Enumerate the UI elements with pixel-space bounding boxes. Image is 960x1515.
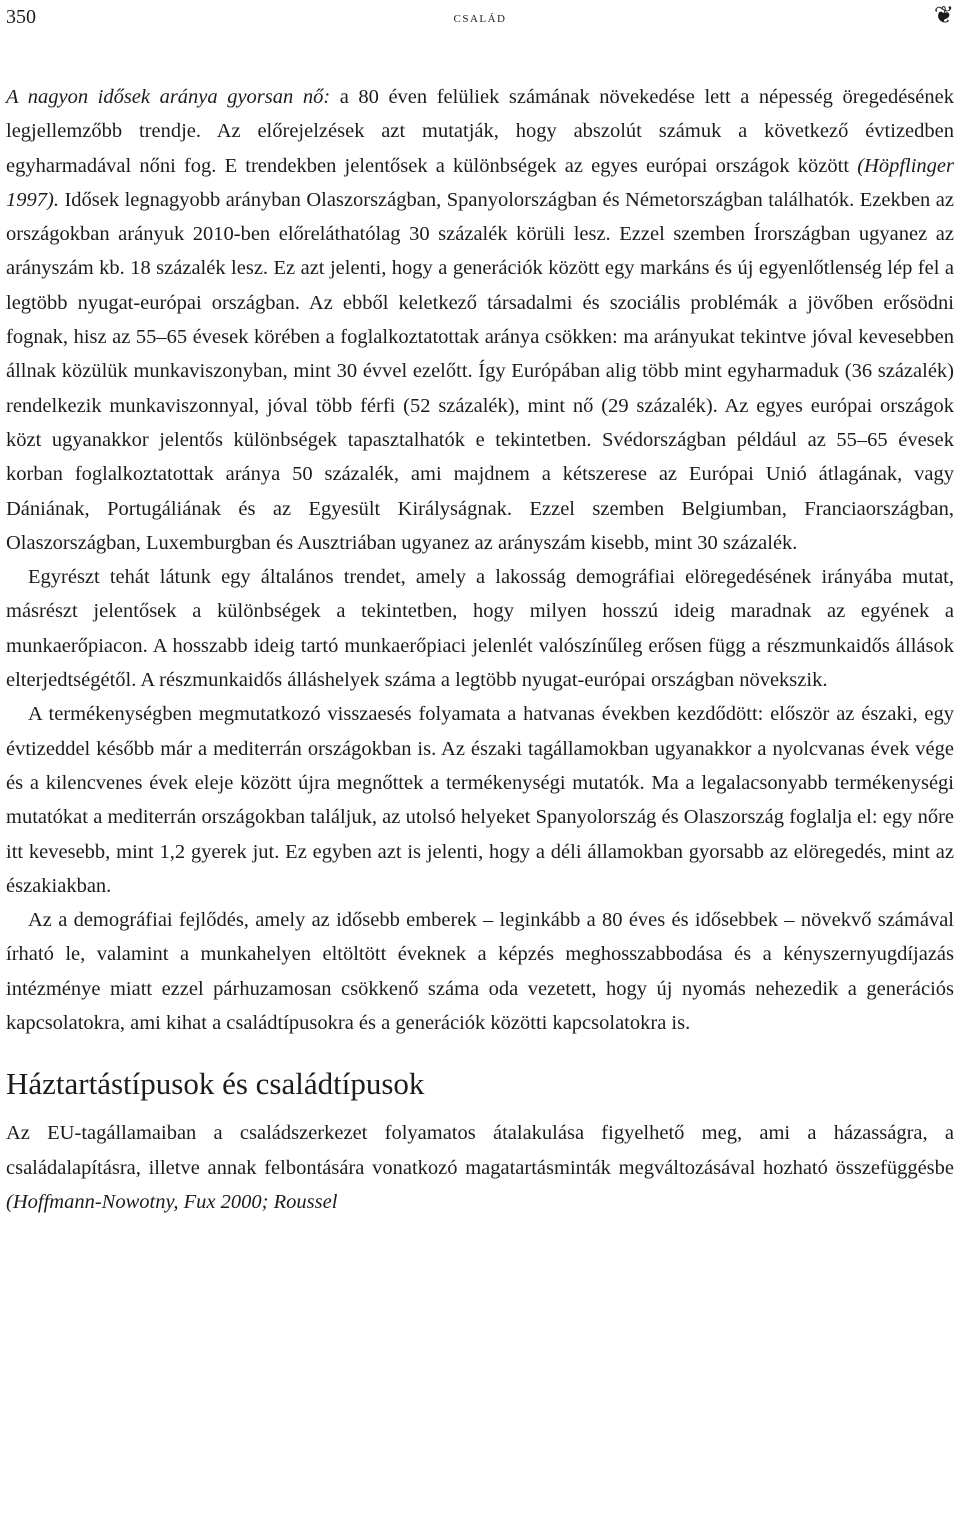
paragraph-1-text-a: a 80 éven felüliek számának növekedése lett a népesség öregedésének legjellemzőbb trendje. Az előrejelzések azt mutatják, hogy abszolút számuk a következő évtizedben egyharmadával nőni fog. E trendekben jelentősek a különbségek az egyes európai országok között (6, 86, 954, 177)
paragraph-3: A termékenységben megmutatkozó visszaesés folyamata a hatvanas években kezdődött: először az északi, egy évtizeddel később már a mediterrán országokban is. Az északi tagállamokban ugyanakkor a nyolcvanas évek vége és a kilencvenes évek eleje között újra megnőttek a termékenységi mutatók. Ma a legalacsonyabb termékenységi mutatókat a mediterrán országokban találjuk, az utolsó helyeket Spanyolország és Olaszország foglalja el: egy nőre itt kevesebb, mint 1,2 gyerek jut. Ez egyben azt is jelenti, hogy a déli államokban gyorsabb az elöregedés, mint az északiakban. (6, 703, 954, 897)
book-page (6, 0, 954, 1213)
section-heading: Háztartástípusok és családtípusok (6, 1066, 425, 1102)
body-text (6, 80, 954, 1219)
paragraph-5 (6, 1116, 954, 1219)
page-header (6, 0, 954, 40)
paragraph-4: Az a demográfiai fejlődés, amely az idősebb emberek – leginkább a 80 éves és idősebbek – növekvő számával írható le, valamint a munkahelyen eltöltött éveknek a képzés meghosszabbodása és a kényszernyugdíjazás intézménye miatt ezzel párhuzamosan csökkenő száma oda vezetett, hogy új nyomás nehezedik a generációs kapcsolatokra, ami kihat a családtípusokra és a generációk közötti kapcsolatokra is. (6, 909, 954, 1035)
paragraph-1-text-b: Idősek legnagyobb arányban Olaszországban, Spanyolországban és Németországban találhatók. Ezekben az országokban arányuk 2010-ben előreláthatólag 30 százalék körüli lesz. Ezzel szemben Írországban ugyanez az arányszám kb. 18 százalék lesz. Ez azt jelenti, hogy a generációk között egy markáns és új egyenlőtlenség lép fel a legtöbb nyugat-európai országban. Az ebből keletkező társadalmi és szociális problémák a jövőben erősödni fognak, hisz az 55–65 évesek körében a foglalkoztatottak aránya csökken: ma arányukat tekintve jóval kevesebben állnak közülük munkaviszonyban, mint 30 évvel ezelőtt. Így Európában alig több mint egyharmaduk (36 százalék) rendelkezik munkaviszonnyal, jóval több férfi (52 százalék), mint nő (29 százalék). Az egyes európai országok közt ugyanakkor jelentős különbségek tapasztalhatók e tekintetben. Svédországban például az 55–65 évesek korban foglalkoztatottak aránya 50 százalék, ami majdnem a kétszerese az Európai Unió átlagának, vagy Dániának, Portugáliának és az Egyesült Királyságnak. Ezzel szemben Belgiumban, Franciaországban, Olaszországban, Luxemburgban és Ausztriában ugyanez az arányszám kisebb, mint 30 százalék. (6, 188, 954, 554)
paragraph-5-text: Az EU-tagállamaiban a családszerkezet folyamatos átalakulása figyelhető meg, ami a házasságra, a családalapításra, illetve annak felbontására vonatkozó magatartásminták megváltozásával hozható összefüggésbe (6, 1122, 954, 1179)
running-head: család (453, 9, 507, 26)
citation-hoffmann-nowotny: (Hoffmann-Nowotny, Fux 2000; Roussel (6, 1190, 338, 1213)
fleuron-ornament-icon: ❦ (933, 3, 954, 29)
paragraph-2: Egyrészt tehát látunk egy általános trendet, amely a lakosság demográfiai elöregedésének irányába mutat, másrészt jelentősek a különbségek a tekintetben, hogy milyen hosszú ideig maradnak az egyének a munkaerőpiacon. A hosszabb ideig tartó munkaerőpiaci jelenlét valószínűleg erősen függ a részmunkaidős állások elterjedtségétől. A részmunkaidős álláshelyek száma a legtöbb nyugat-európai országban növekszik. (6, 566, 954, 692)
page-number: 350 (6, 6, 36, 28)
paragraph-1 (6, 80, 954, 560)
citation-hopflinger: (Höpflinger 1997). (6, 154, 954, 211)
lead-phrase: A nagyon idősek aránya gyorsan nő: (6, 86, 331, 108)
